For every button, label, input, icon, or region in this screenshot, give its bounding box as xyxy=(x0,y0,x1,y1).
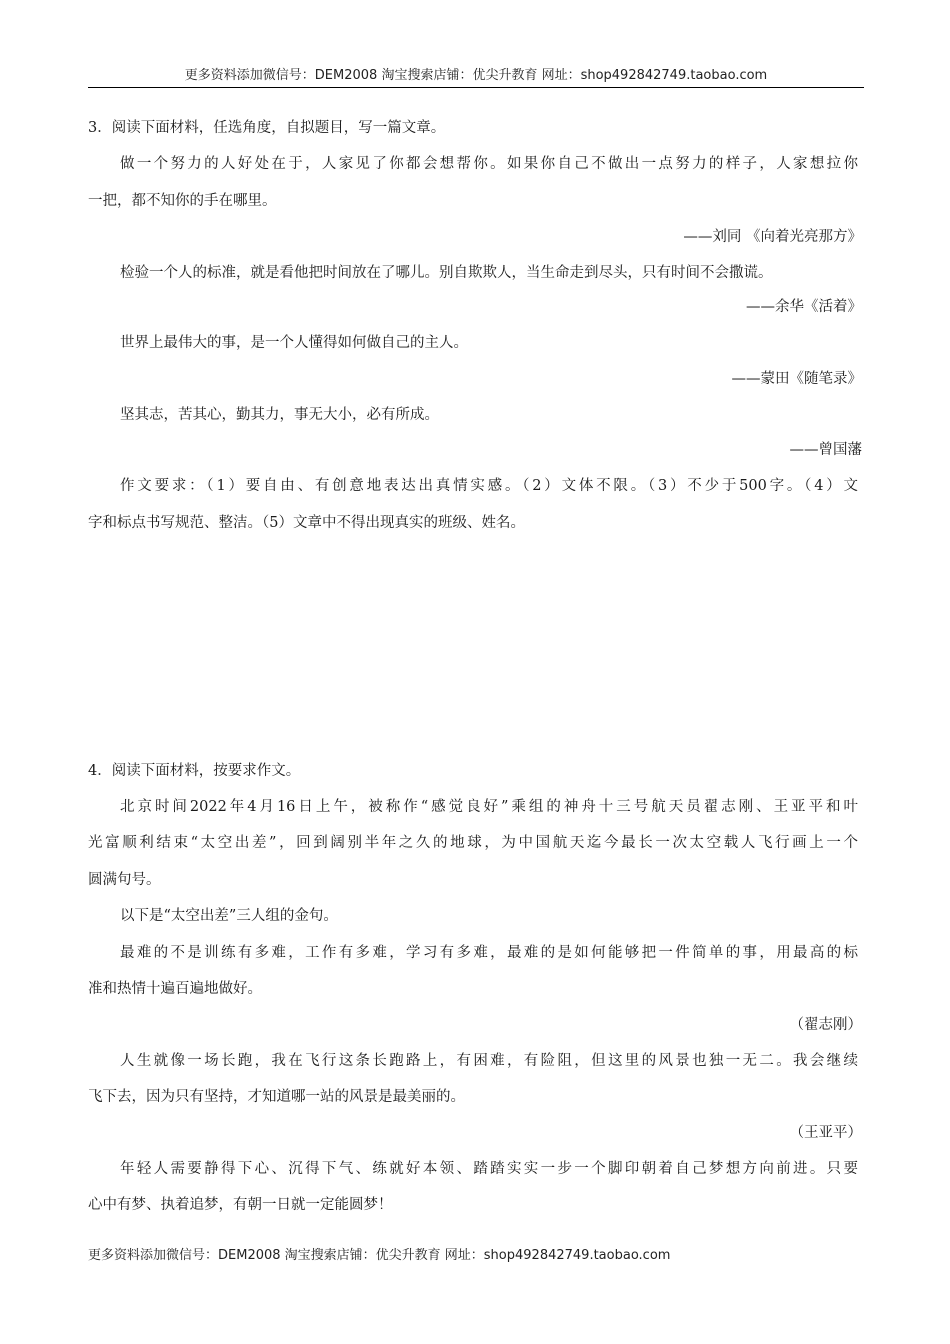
page-footer: 更多资料添加微信号：DEM2008 淘宝搜索店铺：优尖升教育 网址：shop492842749.taobao.com xyxy=(88,1248,671,1263)
q3-quote2-line1: 检验一个人的标准，就是看他把时间放在了哪儿。别自欺欺人，当生命走到尽头，只有时间不会撒谎。 xyxy=(120,265,773,281)
q3-quote3-source: ——蒙田《随笔录》 xyxy=(731,371,862,387)
q3-quote1-line1: 做一个努力的人好处在于，人家见了你都会想帮你。如果你自己不做出一点努力的样子，人家想拉你 xyxy=(120,156,858,172)
q4-quote1-source: （翟志刚） xyxy=(789,1017,862,1033)
q4-paragraph1-line3: 圆满句号。 xyxy=(88,872,161,888)
q3-requirements-line2: 字和标点书写规范、整洁。（5）文章中不得出现真实的班级、姓名。 xyxy=(88,515,525,531)
q4-quote2-source: （王亚平） xyxy=(789,1125,862,1141)
q4-title: 4．阅读下面材料，按要求作文。 xyxy=(88,763,301,779)
q3-quote2-source: ——余华《活着》 xyxy=(746,299,862,315)
q3-title: 3．阅读下面材料，任选角度，自拟题目，写一篇文章。 xyxy=(88,120,446,136)
page-header: 更多资料添加微信号：DEM2008 淘宝搜索店铺：优尖升教育 网址：shop492842749.taobao.com xyxy=(88,66,864,88)
q4-quote2-line1: 人生就像一场长跑，我在飞行这条长跑路上，有困难，有险阻，但这里的风景也独一无二。我会继续 xyxy=(120,1053,858,1069)
q4-paragraph1-line2: 光富顺利结束“太空出差”，回到阔别半年之久的地球，为中国航天迄今最长一次太空载人飞行画上一个 xyxy=(88,835,858,851)
q4-quote1-line1: 最难的不是训练有多难，工作有多难，学习有多难，最难的是如何能够把一件简单的事，用最高的标 xyxy=(120,945,858,961)
q3-quote4-source: ——曾国藩 xyxy=(789,442,862,458)
q4-quote3-line1: 年轻人需要静得下心、沉得下气、练就好本领、踏踏实实一步一个脚印朝着自己梦想方向前进。只要 xyxy=(120,1161,858,1177)
q4-paragraph2: 以下是“太空出差”三人组的金句。 xyxy=(120,908,338,924)
q3-quote4-line1: 坚其志，苦其心，勤其力，事无大小，必有所成。 xyxy=(120,407,439,423)
q4-paragraph1-line1: 北京时间2022年4月16日上午，被称作“感觉良好”乘组的神舟十三号航天员翟志刚、王亚平和叶 xyxy=(120,799,858,815)
q3-quote1-source: ——刘同 《向着光亮那方》 xyxy=(683,229,862,245)
q4-quote3-line2: 心中有梦、执着追梦，有朝一日就一定能圆梦！ xyxy=(88,1197,393,1213)
q4-quote2-line2: 飞下去，因为只有坚持，才知道哪一站的风景是最美丽的。 xyxy=(88,1089,465,1105)
q3-requirements-line1: 作文要求：（1）要自由、有创意地表达出真情实感。（2）文体不限。（3）不少于500字。（4）文 xyxy=(120,478,858,494)
q4-quote1-line2: 准和热情十遍百遍地做好。 xyxy=(88,981,262,997)
q3-quote3-line1: 世界上最伟大的事，是一个人懂得如何做自己的主人。 xyxy=(120,335,468,351)
q3-quote1-line2: 一把，都不知你的手在哪里。 xyxy=(88,193,277,209)
